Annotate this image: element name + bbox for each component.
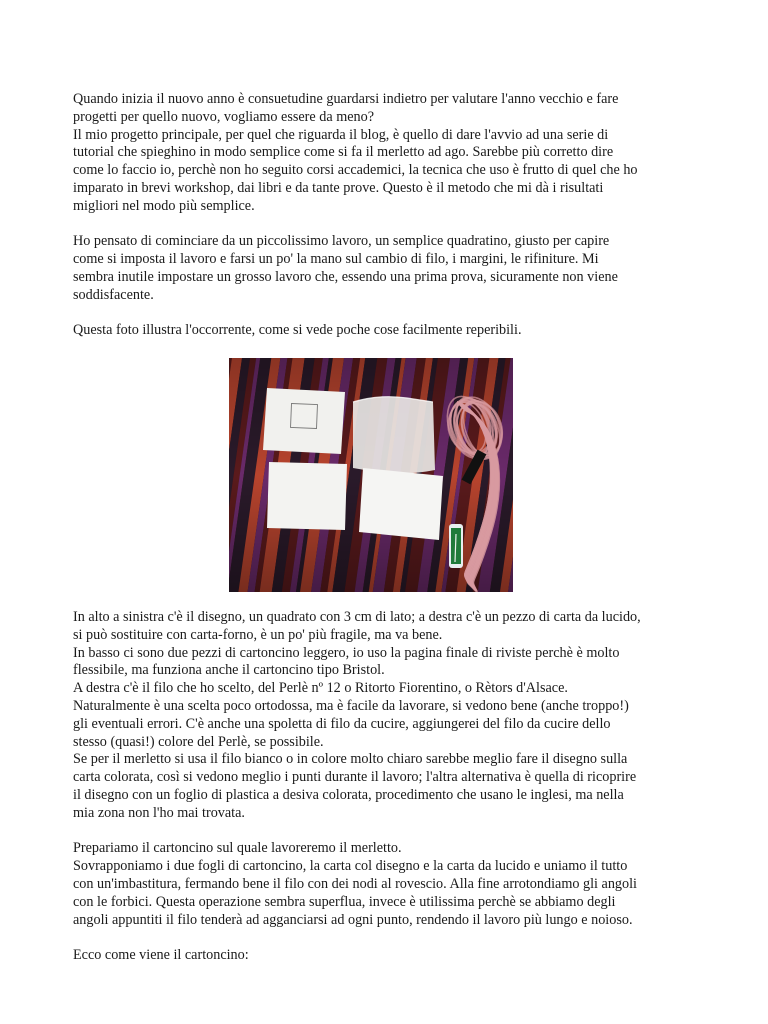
text-line: soddisfacente.	[73, 286, 154, 303]
text-line: come lo faccio io, perchè non ho seguito corsi accademici, la tecnica che uso è frutto di quel che ho	[73, 162, 638, 179]
text-line: Naturalmente è una scelta poco ortodossa, ma è facile da lavorare, si vedono bene (anche troppo!)	[73, 697, 629, 714]
text-line: Il mio progetto principale, per quel che riguarda il blog, è quello di dare l'avvio ad una serie di	[73, 126, 609, 143]
text-line: flessibile, ma funziona anche il cartoncino tipo Bristol.	[73, 662, 385, 679]
tracing-paper	[353, 397, 435, 474]
text-line: In alto a sinistra c'è il disegno, un quadrato con 3 cm di lato; a destra c'è un pezzo di carta da lucido,	[73, 608, 641, 625]
text-line: con un'imbastitura, fermando bene il filo con dei nodi al rovescio. Alla fine arrotondiamo gli angoli	[73, 875, 637, 892]
text-line: con le forbici. Questa operazione sembra superflua, invece è utilissima perchè se abbiamo degli	[73, 893, 616, 910]
text-line: tutorial che spieghino in modo semplice come si fa il merletto ad ago. Sarebbe più corretto dire	[73, 144, 614, 161]
photo-container	[73, 358, 703, 592]
text-line: Sovrapponiamo i due fogli di cartoncino, la carta col disegno e la carta da lucido e uniamo il tutto	[73, 858, 628, 875]
text-line: progetti per quello nuovo, vogliamo essere da meno?	[73, 108, 375, 125]
paragraph	[73, 947, 703, 965]
text-line: carta colorata, così si vedono meglio i punti durante il lavoro; l'altra alternativa è quella di ricoprire	[73, 769, 637, 786]
text-line: il disegno con un foglio di plastica a desiva colorata, procedimento che usano le inglesi, ma nella	[73, 786, 624, 803]
document-body	[73, 91, 703, 983]
pattern-paper	[263, 388, 345, 454]
text-line: sembra inutile impostare un grosso lavoro che, essendo una prima prova, sicuramente non viene	[73, 268, 618, 285]
text-line: Prepariamo il cartoncino sul quale lavoreremo il merletto.	[73, 840, 402, 857]
paragraph	[73, 840, 703, 929]
text-line: Questa foto illustra l'occorrente, come si vede poche cose facilmente reperibili.	[73, 322, 522, 339]
text-line: come si imposta il lavoro e farsi un po' la mano sul cambio di filo, i margini, le rifiniture. Mi	[73, 251, 599, 268]
paragraph	[73, 91, 703, 216]
text-line: A destra c'è il filo che ho scelto, del Perlè nº 12 o Ritorto Fiorentino, o Rètors d'Alsace.	[73, 680, 568, 697]
cardboard-sheet-right	[359, 468, 443, 540]
text-line: mia zona non l'ho mai trovata.	[73, 804, 245, 821]
text-line: Quando inizia il nuovo anno è consuetudine guardarsi indietro per valutare l'anno vecchio e fare	[73, 91, 619, 107]
text-line: imparato in brevi workshop, dai libri e da tante prove. Questo è il metodo che mi dà i risultati	[73, 179, 604, 196]
materials-photo	[229, 358, 513, 592]
sewing-thread-spool	[449, 524, 463, 568]
text-line: si può sostituire con carta-forno, è un po' più fragile, ma va bene.	[73, 626, 443, 643]
text-line: migliori nel modo più semplice.	[73, 197, 255, 214]
text-line: angoli appuntiti il filo tenderà ad agganciarsi ad ogni punto, rendendo il lavoro più lungo e noioso.	[73, 911, 633, 928]
text-line: Se per il merletto si usa il filo bianco o in colore molto chiaro sarebbe meglio fare il disegno sulla	[73, 751, 628, 768]
text-line: In basso ci sono due pezzi di cartoncino leggero, io uso la pagina finale di riviste perchè è molto	[73, 644, 620, 661]
text-line: gli eventuali errori. C'è anche una spoletta di filo da cucire, aggiungerei del filo da cucire dello	[73, 715, 611, 732]
paragraph	[73, 609, 703, 823]
text-line: Ecco come viene il cartoncino:	[73, 947, 249, 964]
cardboard-sheet-left	[267, 462, 347, 530]
text-line: Ho pensato di cominciare da un piccolissimo lavoro, un semplice quadratino, giusto per capire	[73, 233, 610, 250]
explanation-section	[73, 609, 703, 965]
paragraph	[73, 322, 703, 340]
intro-section	[73, 91, 703, 340]
text-line: stesso (quasi!) colore del Perlè, se possibile.	[73, 733, 324, 750]
materials-photo-image	[229, 358, 513, 592]
paragraph	[73, 233, 703, 304]
